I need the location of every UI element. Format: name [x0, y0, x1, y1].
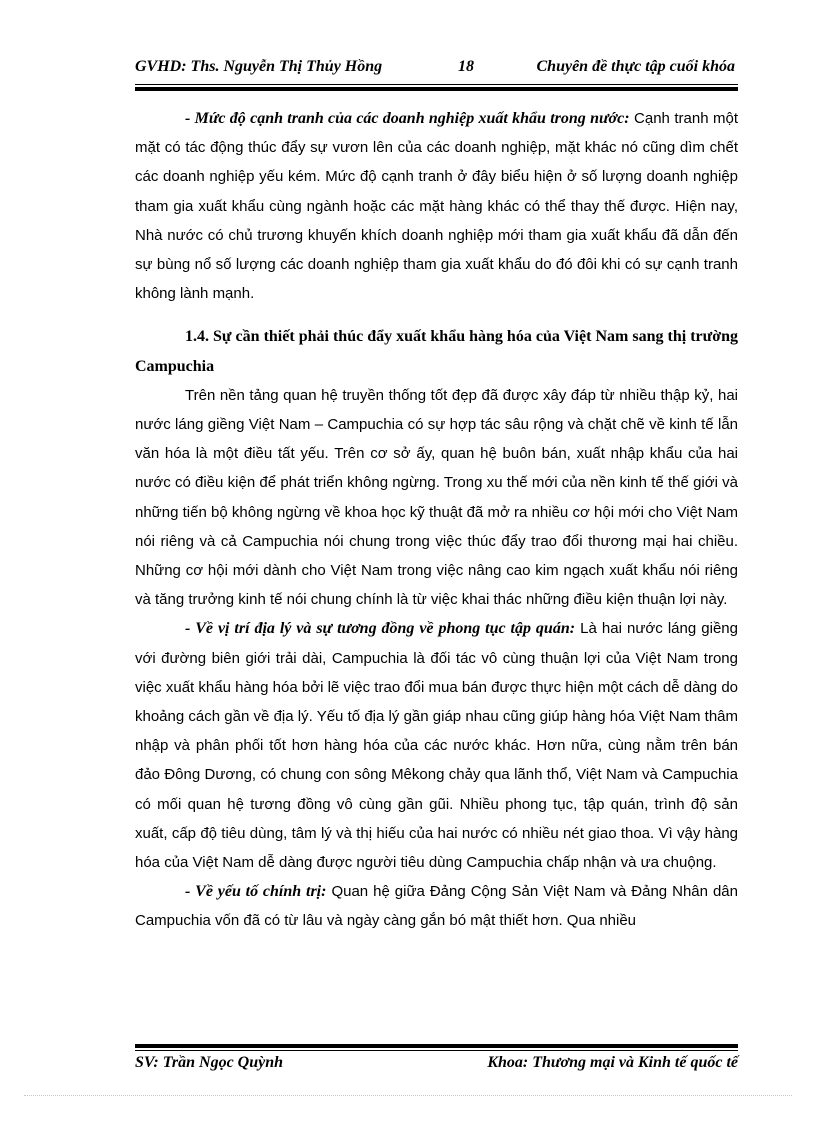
page-body — [135, 104, 738, 936]
header-page-number: 18 — [458, 58, 474, 75]
footer-student: SV: Trần Ngọc Quỳnh — [135, 1054, 284, 1071]
paragraph-competition-text: Cạnh tranh một mặt có tác động thúc đẩy sự vươn lên của các doanh nghiệp, mặt khác nó cũng dìm chết các doanh nghiệp yếu kém. Mức độ cạnh tranh ở đây biểu hiện ở số lượng doanh nghiệp tham gia xuất khẩu cùng ngành hoặc các mặt hàng khác có thể thay thế được. Hiện nay, Nhà nước có chủ trương khuyến khích doanh nghiệp mới tham gia xuất khẩu đã dẫn đến sự bùng nổ số lượng các doanh nghiệp tham gia xuất khẩu do đó đôi khi có sự cạnh tranh không lành mạnh. — [135, 110, 738, 303]
paragraph-geography — [135, 614, 738, 877]
header-supervisor: GVHD: Ths. Nguyễn Thị Thủy Hồng — [135, 58, 383, 75]
footer-rule-thick — [135, 1044, 738, 1048]
header-rule-thick — [135, 87, 738, 91]
page-bottom-divider — [24, 1095, 792, 1096]
header-rule-thin — [135, 84, 738, 85]
page-footer — [135, 1054, 738, 1078]
paragraph-politics-lead: - Về yếu tố chính trị: — [185, 883, 327, 901]
paragraph-necessity: Trên nền tảng quan hệ truyền thống tốt đẹp đã được xây đáp từ nhiều thập kỷ, hai nước láng giềng Việt Nam – Campuchia có sự hợp tác sâu rộng và chặt chẽ về kinh tế lẫn văn hóa là một điều tất yếu. Trên cơ sở ấy, quan hệ buôn bán, xuất nhập khẩu của hai nước có điều kiện để phát triển không ngừng. Trong xu thế mới của nền kinh tế thế giới và những tiến bộ không ngừng về khoa học kỹ thuật đã mở ra nhiều cơ hội mới cho Việt Nam nói riêng và cả Campuchia nói chung trong việc thúc đẩy trao đổi thương mại hai chiều. Những cơ hội mới dành cho Việt Nam trong việc nâng cao kim ngạch xuất khẩu nói riêng và tăng trưởng kinh tế nói chung chính là từ việc khai thác những điều kiện thuận lợi này. — [135, 386, 738, 609]
paragraph-politics — [135, 877, 738, 935]
paragraph-politics-text: Quan hệ giữa Đảng Cộng Sản Việt Nam và Đảng Nhân dân Campuchia vốn đã có từ lâu và ngày càng gắn bó mật thiết hơn. Qua nhiều — [135, 883, 738, 930]
page-header — [135, 58, 735, 82]
footer-rule-thin — [135, 1050, 738, 1051]
paragraph-competition — [135, 104, 738, 308]
section-heading: 1.4. Sự cần thiết phải thúc đẩy xuất khẩu hàng hóa của Việt Nam sang thị trường Campuchia — [135, 328, 738, 375]
footer-faculty: Khoa: Thương mại và Kinh tế quốc tế — [487, 1054, 738, 1071]
paragraph-geography-lead: - Về vị trí địa lý và sự tương đồng về phong tục tập quán: — [185, 620, 576, 638]
paragraph-competition-lead: - Mức độ cạnh tranh của các doanh nghiệp xuất khẩu trong nước: — [185, 110, 630, 127]
paragraph-geography-text: Là hai nước láng giềng với đường biên giới trải dài, Campuchia là đối tác vô cùng thuận lợi của Việt Nam trong việc xuất khẩu hàng hóa bởi lẽ việc trao đổi mua bán được thực hiện một cách dễ dàng do khoảng cách gần về địa lý. Yếu tố địa lý gần giáp nhau cũng giúp hàng hóa Việt Nam thâm nhập và phân phối tốt hơn hàng hóa của các nước khác. Hơn nữa, cùng nằm trên bán đảo Đông Dương, có chung con sông Mêkong chảy qua lãnh thổ, Việt Nam và Campuchia có mối quan hệ tương đồng vô cùng gần gũi. Nhiều phong tục, tập quán, trình độ sản xuất, cấp độ tiêu dùng, tâm lý và thị hiếu của hai nước có nhiều nét giao thoa. Vì vậy hàng hóa của Việt Nam dễ dàng được người tiêu dùng Campuchia chấp nhận và ưa chuộng. — [135, 620, 738, 872]
header-document-title: Chuyên đề thực tập cuối khóa — [536, 58, 735, 75]
